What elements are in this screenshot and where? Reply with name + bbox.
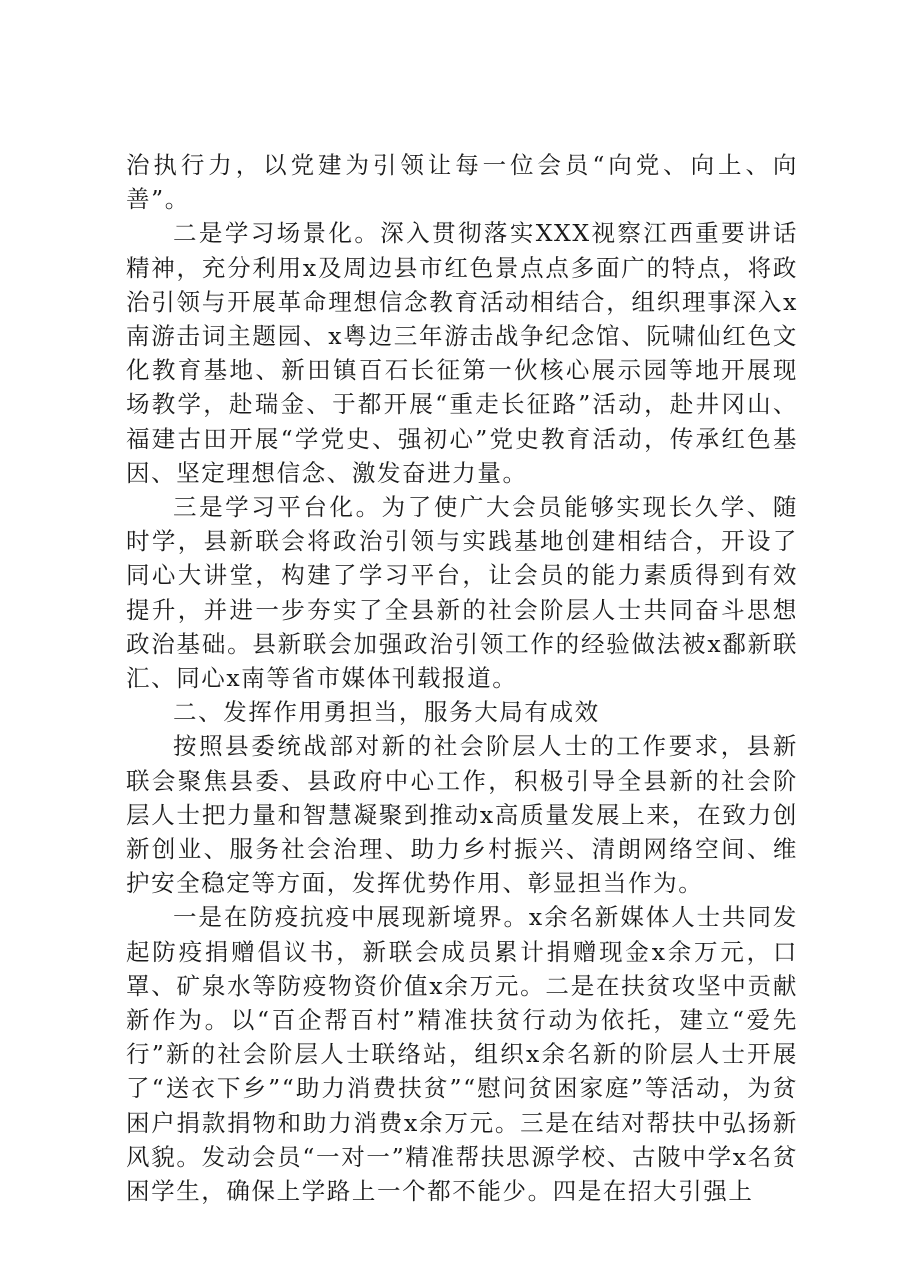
- section-heading: 二、发挥作用勇担当，服务大局有成效: [173, 698, 600, 727]
- paragraph-learning-scenes: 二是学习场景化。深入贯彻落实XXX视察江西重要讲话精神，充分利用x及周边县市红色景点点多面广的特点，将政治引领与开展革命理想信念教育活动相结合，组织理事深入x南游击词主题园、x粤边三年游击战争纪念馆、阮啸仙红色文化教育基地、新田镇百石长征第一伙核心展示园等地开展现场教学，赴瑞金、于都开展“重走长征路”活动，赴井冈山、福建古田开展“学党史、强初心”党史教育活动，传承红色基因、坚定理想信念、激发奋进力量。: [126, 219, 798, 487]
- document-body: [126, 148, 798, 1208]
- paragraph-learning-platform: 三是学习平台化。为了使广大会员能够实现长久学、随时学，县新联会将政治引领与实践基地创建相结合，开设了同心大讲堂，构建了学习平台，让会员的能力素质得到有效提升，并进一步夯实了全县新的社会阶层人士共同奋斗思想政治基础。县新联会加强政治引领工作的经验做法被x鄱新联汇、同心x南等省市媒体刊载报道。: [126, 493, 798, 693]
- paragraph-achievements: 一是在防疫抗疫中展现新境界。x余名新媒体人士共同发起防疫捐赠倡议书，新联会成员累计捐赠现金x余万元，口罩、矿泉水等防疫物资价值x余万元。二是在扶贫攻坚中贡献新作为。以“百企帮百村”精准扶贫行动为依托，建立“爱先行”新的社会阶层人士联络站，组织x余名新的阶层人士开展了“送衣下乡”“助力消费扶贫”“慰问贫困家庭”等活动，为贫困户捐款捐物和助力消费x余万元。三是在结对帮扶中弘扬新风貌。发动会员“一对一”精准帮扶思源学校、古陂中学x名贫困学生，确保上学路上一个都不能少。四是在招大引强上: [126, 903, 798, 1206]
- paragraph-continued: 治执行力，以党建为引领让每一位会员“向党、向上、向善”。: [126, 151, 798, 214]
- paragraph-work-requirements: 按照县委统战部对新的社会阶层人士的工作要求，县新联会聚焦县委、县政府中心工作，积极引导全县新的社会阶层人士把力量和智慧凝聚到推动x高质量发展上来，在致力创新创业、服务社会治理、助力乡村振兴、清朗网络空间、维护安全稳定等方面，发挥优势作用、彰显担当作为。: [126, 732, 798, 898]
